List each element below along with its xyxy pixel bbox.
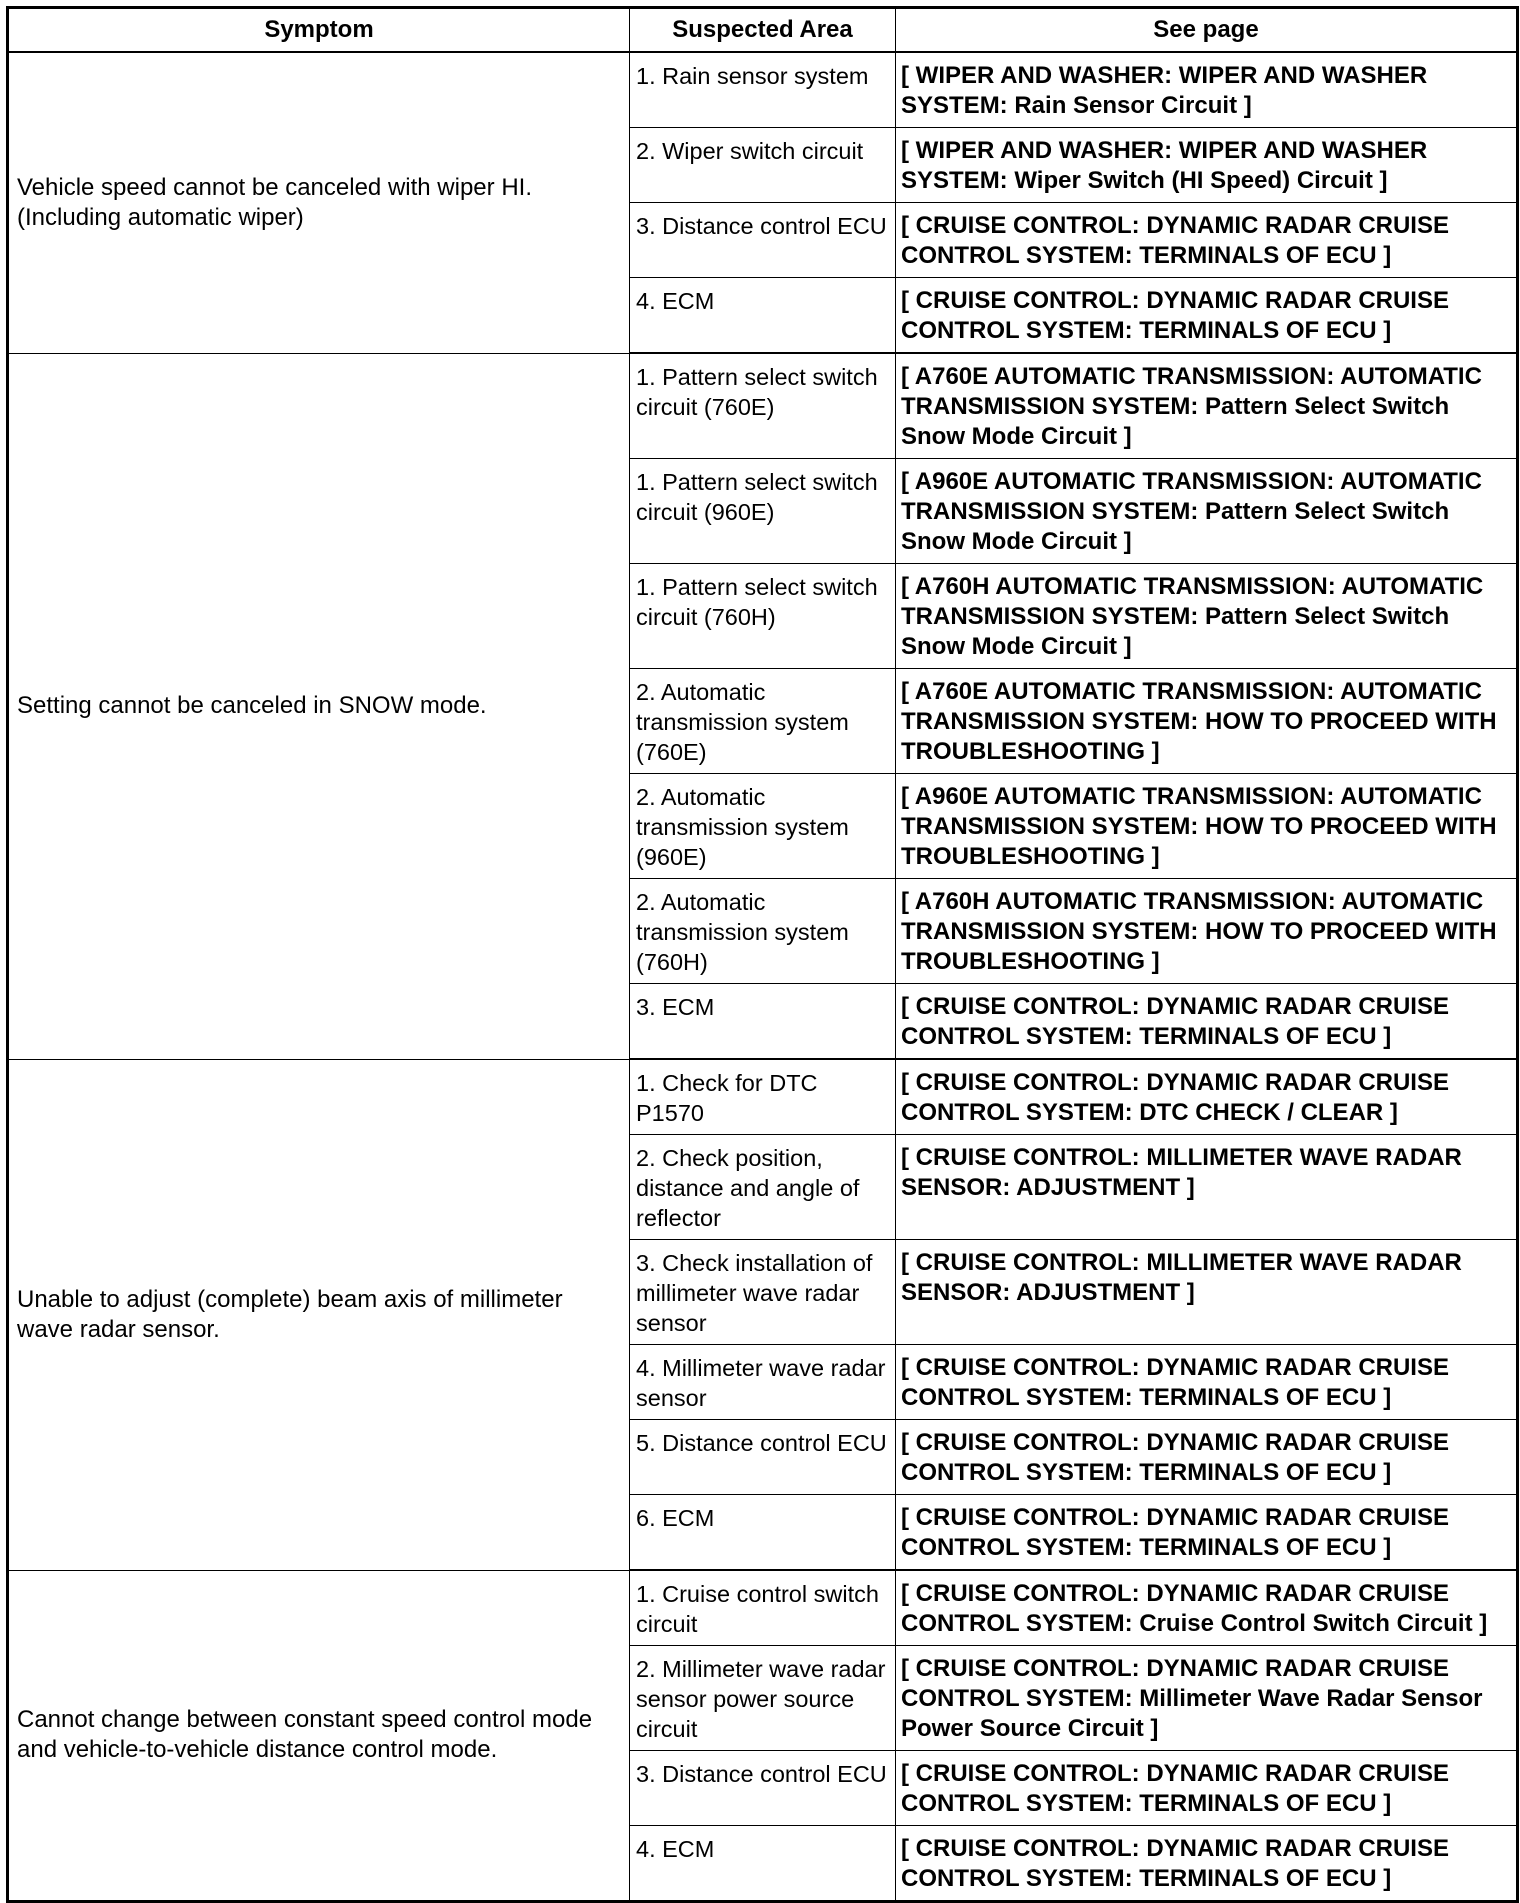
see-page-link[interactable]: [ A760H AUTOMATIC TRANSMISSION: AUTOMATIC TRANSMISSION SYSTEM: Pattern Select Switch Snow Mode Circuit ]	[896, 564, 1518, 669]
see-page-link[interactable]: [ CRUISE CONTROL: DYNAMIC RADAR CRUISE CONTROL SYSTEM: TERMINALS OF ECU ]	[896, 1345, 1518, 1420]
header-symptom: Symptom	[8, 8, 630, 53]
see-page-link[interactable]: [ CRUISE CONTROL: DYNAMIC RADAR CRUISE CONTROL SYSTEM: TERMINALS OF ECU ]	[896, 203, 1518, 278]
suspected-area-cell: 1. Cruise control switch circuit	[630, 1570, 896, 1646]
symptom-cell: Setting cannot be canceled in SNOW mode.	[8, 353, 630, 1059]
symptom-cell: Cannot change between constant speed control mode and vehicle-to-vehicle distance control mode.	[8, 1570, 630, 1902]
see-page-link[interactable]: [ A760E AUTOMATIC TRANSMISSION: AUTOMATIC TRANSMISSION SYSTEM: HOW TO PROCEED WITH TROUBLESHOOTING ]	[896, 669, 1518, 774]
see-page-link[interactable]: [ CRUISE CONTROL: DYNAMIC RADAR CRUISE CONTROL SYSTEM: Cruise Control Switch Circuit ]	[896, 1570, 1518, 1646]
header-suspected-area: Suspected Area	[630, 8, 896, 53]
suspected-area-cell: 2. Wiper switch circuit	[630, 128, 896, 203]
see-page-link[interactable]: [ A960E AUTOMATIC TRANSMISSION: AUTOMATIC TRANSMISSION SYSTEM: Pattern Select Switch Snow Mode Circuit ]	[896, 459, 1518, 564]
suspected-area-cell: 3. Check installation of millimeter wave radar sensor	[630, 1240, 896, 1345]
see-page-link[interactable]: [ CRUISE CONTROL: DYNAMIC RADAR CRUISE CONTROL SYSTEM: TERMINALS OF ECU ]	[896, 1495, 1518, 1571]
see-page-link[interactable]: [ CRUISE CONTROL: MILLIMETER WAVE RADAR SENSOR: ADJUSTMENT ]	[896, 1240, 1518, 1345]
see-page-link[interactable]: [ CRUISE CONTROL: DYNAMIC RADAR CRUISE CONTROL SYSTEM: TERMINALS OF ECU ]	[896, 984, 1518, 1060]
table-row	[8, 353, 1518, 459]
see-page-link[interactable]: [ A760E AUTOMATIC TRANSMISSION: AUTOMATIC TRANSMISSION SYSTEM: Pattern Select Switch Snow Mode Circuit ]	[896, 353, 1518, 459]
suspected-area-cell: 1. Pattern select switch circuit (760E)	[630, 353, 896, 459]
suspected-area-cell: 3. Distance control ECU	[630, 1751, 896, 1826]
suspected-area-cell: 3. Distance control ECU	[630, 203, 896, 278]
see-page-link[interactable]: [ CRUISE CONTROL: DYNAMIC RADAR CRUISE CONTROL SYSTEM: TERMINALS OF ECU ]	[896, 278, 1518, 354]
header-row	[8, 8, 1518, 53]
suspected-area-cell: 2. Check position, distance and angle of reflector	[630, 1135, 896, 1240]
suspected-area-cell: 1. Rain sensor system	[630, 52, 896, 128]
see-page-link[interactable]: [ CRUISE CONTROL: MILLIMETER WAVE RADAR SENSOR: ADJUSTMENT ]	[896, 1135, 1518, 1240]
suspected-area-cell: 1. Check for DTC P1570	[630, 1059, 896, 1135]
suspected-area-cell: 4. ECM	[630, 278, 896, 354]
table-body	[8, 52, 1518, 1902]
suspected-area-cell: 6. ECM	[630, 1495, 896, 1571]
symptom-cell: Vehicle speed cannot be canceled with wiper HI. (Including automatic wiper)	[8, 52, 630, 353]
suspected-area-cell: 5. Distance control ECU	[630, 1420, 896, 1495]
see-page-link[interactable]: [ CRUISE CONTROL: DYNAMIC RADAR CRUISE CONTROL SYSTEM: Millimeter Wave Radar Sensor Power Source Circuit ]	[896, 1646, 1518, 1751]
table-row	[8, 1059, 1518, 1135]
suspected-area-cell: 1. Pattern select switch circuit (960E)	[630, 459, 896, 564]
see-page-link[interactable]: [ CRUISE CONTROL: DYNAMIC RADAR CRUISE CONTROL SYSTEM: TERMINALS OF ECU ]	[896, 1420, 1518, 1495]
see-page-link[interactable]: [ WIPER AND WASHER: WIPER AND WASHER SYSTEM: Rain Sensor Circuit ]	[896, 52, 1518, 128]
see-page-link[interactable]: [ A960E AUTOMATIC TRANSMISSION: AUTOMATIC TRANSMISSION SYSTEM: HOW TO PROCEED WITH TROUBLESHOOTING ]	[896, 774, 1518, 879]
suspected-area-cell: 4. ECM	[630, 1826, 896, 1902]
see-page-link[interactable]: [ A760H AUTOMATIC TRANSMISSION: AUTOMATIC TRANSMISSION SYSTEM: HOW TO PROCEED WITH TROUBLESHOOTING ]	[896, 879, 1518, 984]
table-row	[8, 1570, 1518, 1646]
suspected-area-cell: 4. Millimeter wave radar sensor	[630, 1345, 896, 1420]
see-page-link[interactable]: [ CRUISE CONTROL: DYNAMIC RADAR CRUISE CONTROL SYSTEM: DTC CHECK / CLEAR ]	[896, 1059, 1518, 1135]
suspected-area-cell: 1. Pattern select switch circuit (760H)	[630, 564, 896, 669]
header-see-page: See page	[896, 8, 1518, 53]
see-page-link[interactable]: [ CRUISE CONTROL: DYNAMIC RADAR CRUISE CONTROL SYSTEM: TERMINALS OF ECU ]	[896, 1826, 1518, 1902]
suspected-area-cell: 2. Automatic transmission system (960E)	[630, 774, 896, 879]
symptom-cell: Unable to adjust (complete) beam axis of millimeter wave radar sensor.	[8, 1059, 630, 1570]
troubleshooting-table	[6, 6, 1519, 1903]
suspected-area-cell: 2. Millimeter wave radar sensor power source circuit	[630, 1646, 896, 1751]
suspected-area-cell: 2. Automatic transmission system (760E)	[630, 669, 896, 774]
see-page-link[interactable]: [ CRUISE CONTROL: DYNAMIC RADAR CRUISE CONTROL SYSTEM: TERMINALS OF ECU ]	[896, 1751, 1518, 1826]
see-page-link[interactable]: [ WIPER AND WASHER: WIPER AND WASHER SYSTEM: Wiper Switch (HI Speed) Circuit ]	[896, 128, 1518, 203]
suspected-area-cell: 2. Automatic transmission system (760H)	[630, 879, 896, 984]
suspected-area-cell: 3. ECM	[630, 984, 896, 1060]
table-row	[8, 52, 1518, 128]
